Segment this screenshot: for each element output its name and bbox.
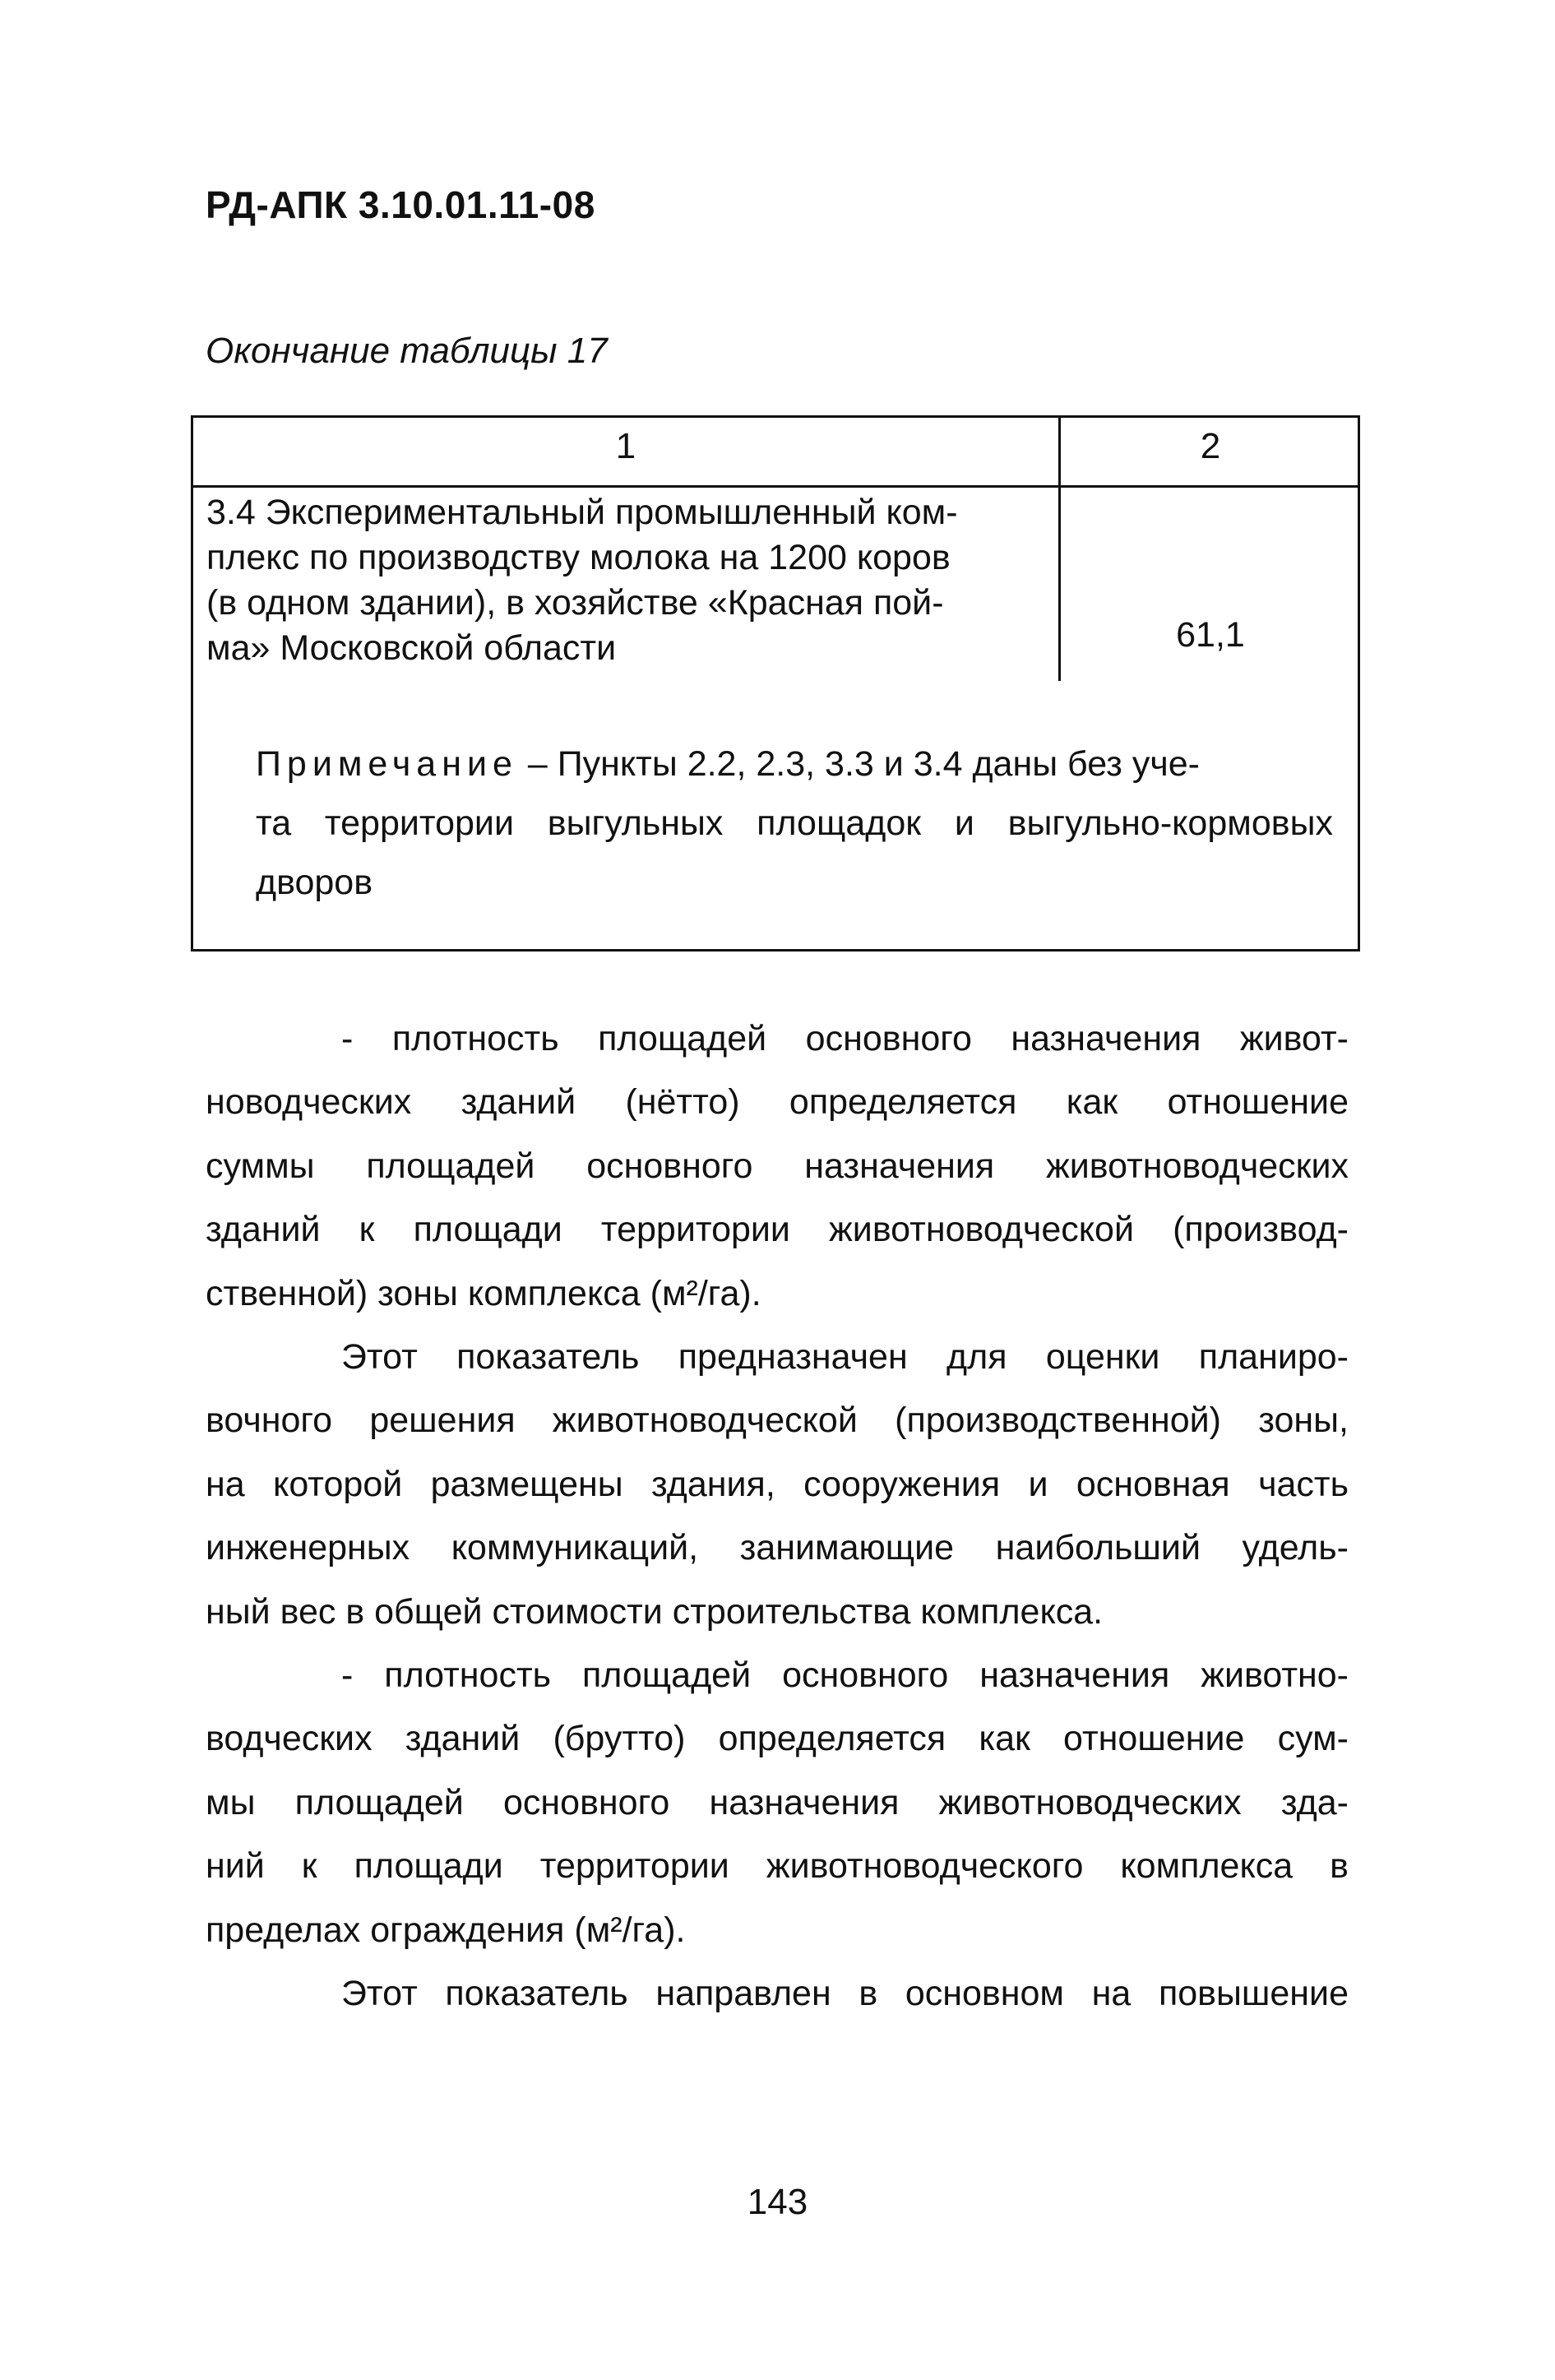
text-line: ственной) зоны комплекса (м²/га). — [206, 1273, 761, 1313]
body-text — [206, 1007, 1349, 2026]
row-line: ма» Московской области — [206, 628, 617, 668]
text-line: Этот показатель предназначен для оценки планиро- — [341, 1337, 1349, 1378]
text-line: - плотность площадей основного назначения живот- — [341, 1019, 1349, 1058]
note-line: дворов — [256, 863, 373, 902]
row-line: плекс по производству молока на 1200 коров — [206, 538, 951, 577]
text-line: мы площадей основного назначения животноводческих зда- — [206, 1782, 1349, 1822]
note-text: – Пункты 2.2, 2.3, 3.3 и 3.4 даны без уче- — [517, 744, 1200, 784]
text-line: пределах ограждения (м²/га). — [206, 1910, 686, 1950]
table-row-description — [206, 490, 1037, 671]
text-line: инженерных коммуникаций, занимающие наибольший удель- — [206, 1528, 1349, 1568]
document-code: РД-АПК 3.10.01.11-08 — [206, 183, 595, 226]
paragraph-net-purpose — [206, 1326, 1349, 1644]
paragraph-net-density — [206, 1007, 1349, 1326]
text-line: ный вес в общей стоимости строительства комплекса. — [206, 1591, 1104, 1632]
note-line — [256, 734, 1333, 794]
text-line: зданий к площади территории животноводческой (производ- — [206, 1210, 1349, 1250]
table-caption: Окончание таблицы 17 — [206, 331, 608, 371]
table-17-continuation — [191, 415, 1360, 952]
table-row-value: 61,1 — [1176, 615, 1245, 655]
page-number: 143 — [747, 2182, 808, 2222]
text-line: водческих зданий (брутто) определяется как отношение сум- — [206, 1719, 1349, 1759]
paragraph-gross-density — [206, 1644, 1349, 1962]
table-note — [256, 734, 1333, 912]
text-line: ний к площади территории животноводческого комплекса в — [206, 1846, 1349, 1887]
text-line: новодческих зданий (нётто) определяется как отношение — [206, 1082, 1349, 1123]
text-line: суммы площадей основного назначения животноводческих — [206, 1146, 1349, 1186]
paragraph-gross-purpose — [206, 1962, 1349, 2026]
text-line: на которой размещены здания, сооружения и основная часть — [206, 1464, 1349, 1504]
note-label: Примечание — [256, 744, 518, 784]
header-divider — [193, 485, 1358, 488]
column-header-1: 1 — [615, 426, 636, 466]
row-line: 3.4 Экспериментальный промышленный ком- — [206, 493, 958, 532]
row-line: (в одном здании), в хозяйстве «Красная пой- — [206, 583, 944, 623]
text-line: вочного решения животноводческой (производственной) зоны, — [206, 1401, 1349, 1441]
column-header-2: 2 — [1200, 426, 1221, 466]
text-line: Этот показатель направлен в основном на повышение — [341, 1974, 1349, 2014]
text-line: - плотность площадей основного назначения животно- — [341, 1655, 1349, 1696]
note-line: та территории выгульных площадок и выгульно-кормовых — [256, 803, 1333, 843]
